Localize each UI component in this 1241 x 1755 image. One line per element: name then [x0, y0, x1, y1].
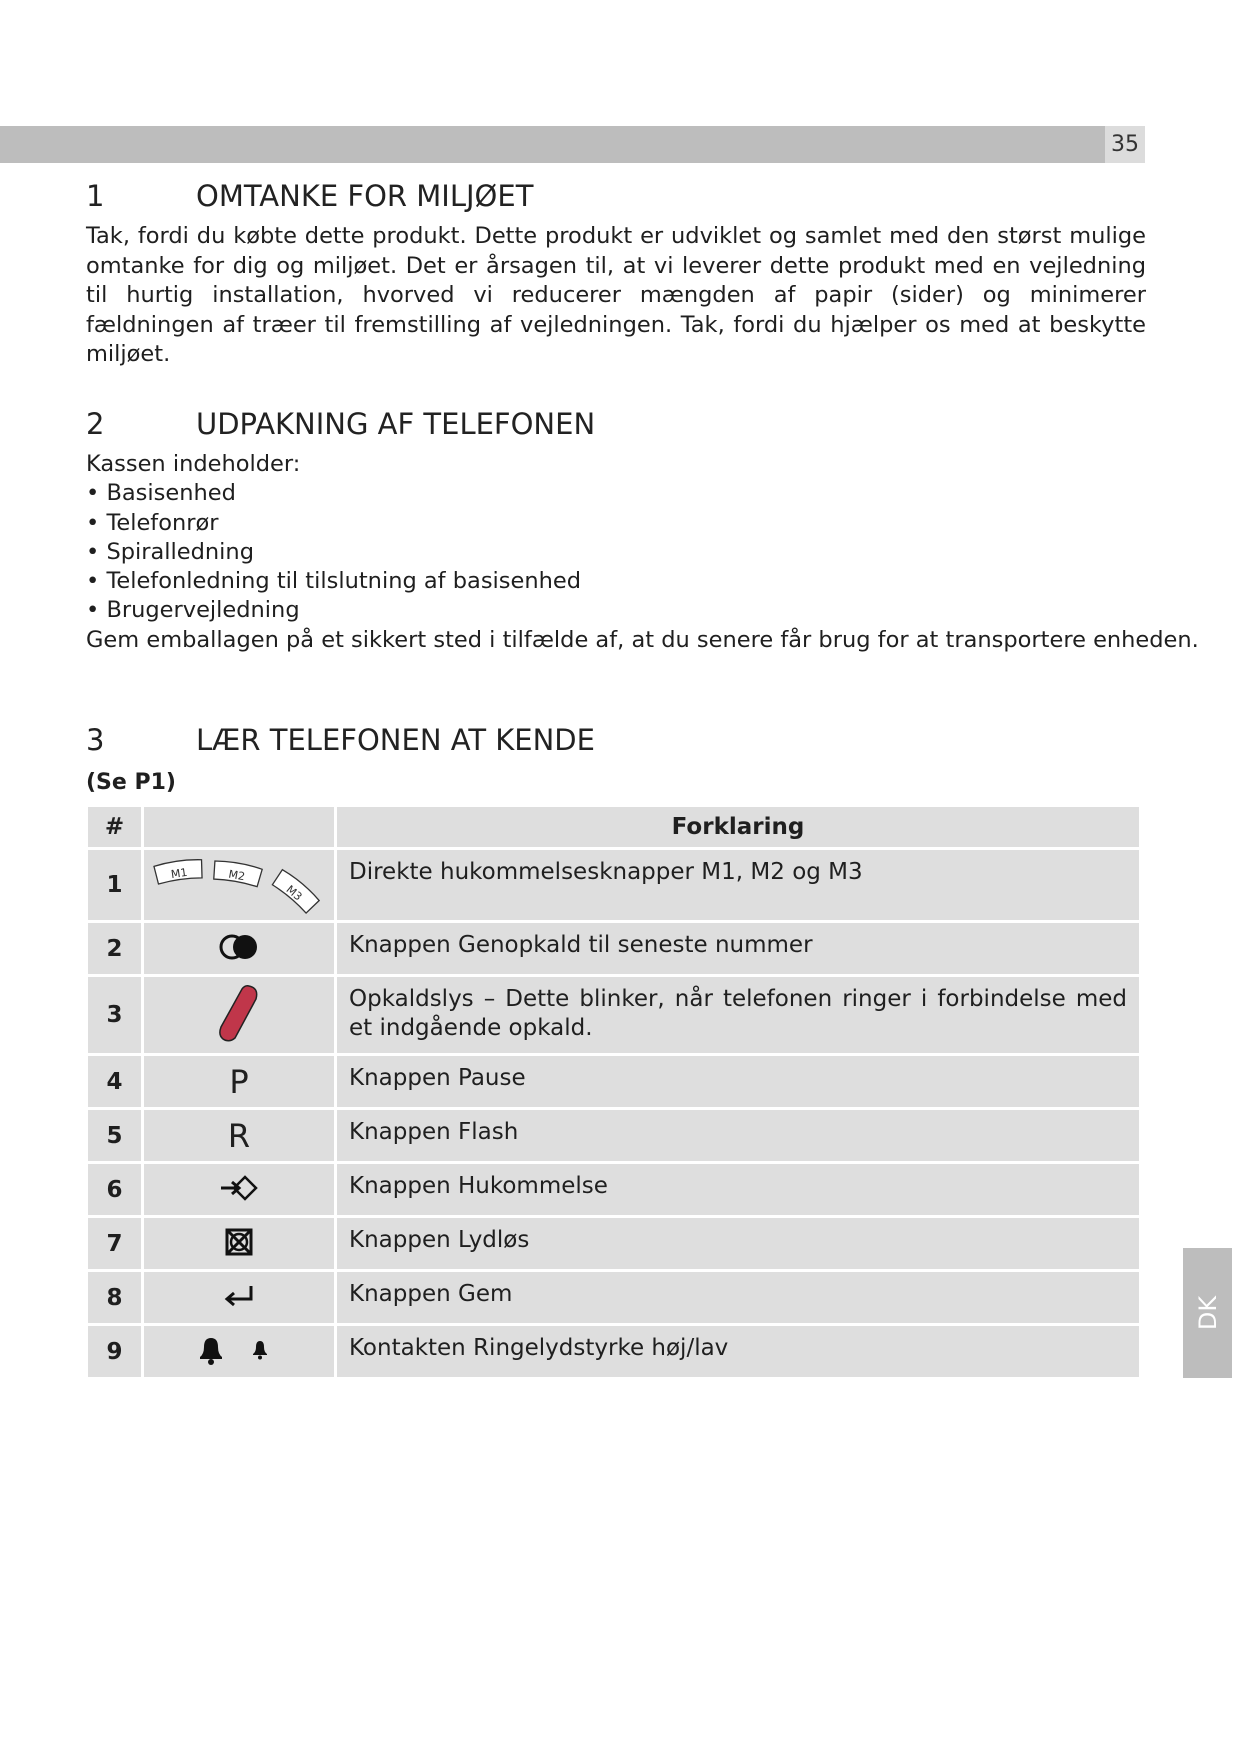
bell-volume-icon	[144, 1326, 334, 1377]
language-tab-label: DK	[1193, 1295, 1222, 1331]
contents-outro: Gem emballagen på et sikkert sted i tilfælde af, at du senere får brug for at transportere enheden.	[86, 626, 1199, 653]
call-light-icon	[144, 977, 334, 1053]
section-2-heading: UDPAKNING AF TELEFONEN	[196, 407, 596, 441]
section-1-number: 1	[86, 179, 105, 213]
m1-label: M1	[170, 865, 189, 882]
memory-keys-icon	[144, 850, 334, 920]
table-row	[88, 1056, 1139, 1107]
list-item: • Basisenhed	[86, 479, 1166, 508]
list-item: • Telefonrør	[86, 509, 1166, 538]
table-row	[88, 1218, 1139, 1269]
section-1-title	[86, 178, 1146, 214]
list-item: • Brugervejledning	[86, 596, 1166, 625]
row-number: 5	[88, 1110, 141, 1161]
section-2-title	[86, 406, 1146, 442]
contents-list	[86, 450, 1199, 655]
section-1-paragraph: Tak, fordi du købte dette produkt. Dette produkt er udviklet og samlet med den størst mulige omtanke for dig og miljøet. Det er årsagen til, at vi leverer dette produkt med en vejledning til hurtig installation, hvorved vi reducerer mængden af papir (sider) og minimerer fældningen af træer til fremstilling af vejledningen. Tak, fordi du hjælper os med at beskytte miljøet.	[86, 223, 1146, 367]
section-2-number: 2	[86, 407, 105, 441]
row-description: Knappen Hukommelse	[337, 1164, 1139, 1215]
mute-icon	[144, 1218, 334, 1269]
table-row	[88, 1110, 1139, 1161]
row-description: Knappen Lydløs	[337, 1218, 1139, 1269]
row-description: Knappen Pause	[337, 1056, 1139, 1107]
header-number: #	[88, 807, 141, 847]
section-3-number: 3	[86, 723, 105, 757]
table-row	[88, 1326, 1139, 1377]
row-number: 1	[88, 850, 141, 920]
row-number: 9	[88, 1326, 141, 1377]
header-bar	[0, 126, 1105, 163]
memory-arrow-icon	[144, 1164, 334, 1215]
row-number: 4	[88, 1056, 141, 1107]
redial-icon	[144, 923, 334, 974]
header-description: Forklaring	[337, 807, 1139, 847]
row-number: 2	[88, 923, 141, 974]
contents-intro: Kassen indeholder:	[86, 451, 301, 477]
header-icon	[144, 807, 334, 847]
list-item: • Spiralledning	[86, 538, 1166, 567]
pause-icon	[144, 1056, 334, 1107]
m3-label: M3	[283, 882, 305, 904]
row-number: 8	[88, 1272, 141, 1323]
table-row	[88, 850, 1139, 920]
table-row	[88, 977, 1139, 1053]
page-number: 35	[1105, 126, 1145, 163]
flash-letter: R	[227, 1116, 251, 1155]
row-description: Knappen Gem	[337, 1272, 1139, 1323]
row-number: 7	[88, 1218, 141, 1269]
row-description: Opkaldslys – Dette blinker, når telefonen ringer i forbindelse med et indgående opkald.	[337, 977, 1139, 1053]
row-description: Direkte hukommelsesknapper M1, M2 og M3	[337, 850, 1139, 920]
table-row	[88, 1272, 1139, 1323]
pause-letter: P	[229, 1062, 249, 1101]
list-item: • Telefonledning til tilslutning af basisenhed	[86, 567, 1166, 596]
row-description: Knappen Flash	[337, 1110, 1139, 1161]
row-description: Knappen Genopkald til seneste nummer	[337, 923, 1139, 974]
flash-icon	[144, 1110, 334, 1161]
keys-table	[85, 804, 1142, 1380]
enter-return-icon	[144, 1272, 334, 1323]
section-3-subtitle: (Se P1)	[86, 770, 176, 795]
m2-label: M2	[227, 867, 246, 884]
row-description: Kontakten Ringelydstyrke høj/lav	[337, 1326, 1139, 1377]
table-row	[88, 1164, 1139, 1215]
table-header-row	[88, 807, 1139, 847]
table-row	[88, 923, 1139, 974]
row-number: 6	[88, 1164, 141, 1215]
row-number: 3	[88, 977, 141, 1053]
language-tab	[1183, 1248, 1232, 1378]
section-1-heading: OMTANKE FOR MILJØET	[196, 179, 534, 213]
section-3-title	[86, 722, 1146, 758]
section-3-heading: LÆR TELEFONEN AT KENDE	[196, 723, 595, 757]
